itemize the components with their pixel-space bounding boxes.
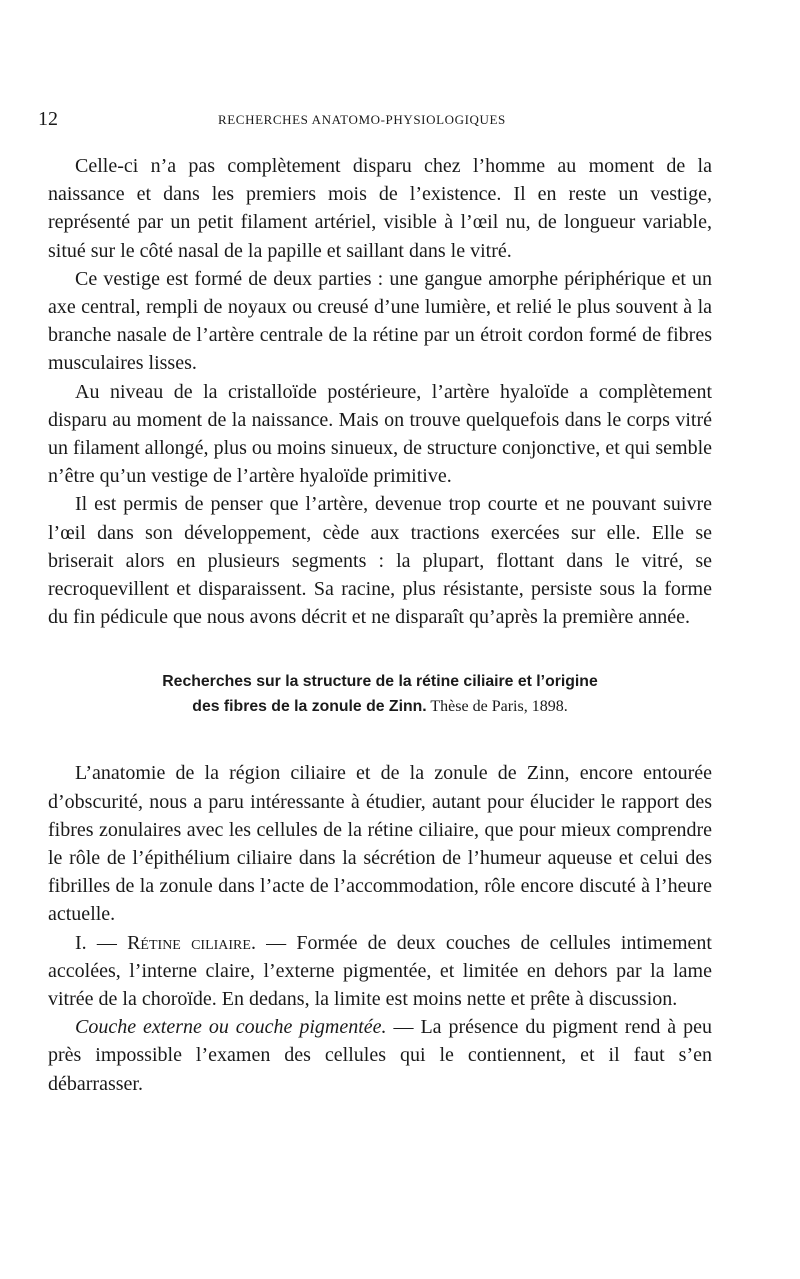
paragraph-vestige-parts: Ce vestige est formé de deux parties : une gangue amorphe périphérique et un axe central, rempli de noyaux ou creusé d’une lumière, et relié le plus souvent à la branche nasale de l’artère centrale de la rétine par un étroit cordon formé de fibres musculaires lisses. [48, 267, 712, 375]
paragraph-retine-ciliaire [48, 929, 712, 1014]
paragraph-couche-pigmentee [48, 1013, 712, 1098]
page-header [38, 108, 712, 130]
paragraph-vestige-intro: Celle-ci n’a pas complètement disparu chez l’homme au moment de la naissance et dans les premiers mois de l’existence. Il en reste un vestige, représenté par un petit filament artériel, visible à l’œil nu, de longueur variable, situé sur le côté nasal de la papille et saillant dans le vitré. [48, 155, 712, 262]
section-title [48, 669, 712, 719]
retine-lead: I. — [75, 931, 128, 954]
paragraph-artere: Il est permis de penser que l’artère, devenue trop courte et ne pouvant suivre l’œil dans son développement, cède aux tractions exercées sur elle. Elle se briserait alors en plusieurs segments : la plupart, flottant dans le vitré, se recroquevillent et disparaissent. Sa racine, plus résistante, persiste sous la forme du fin pédicule que nous avons décrit et ne disparaît qu’après la première année. [48, 493, 712, 629]
running-head: RECHERCHES ANATOMO-PHYSIOLOGIQUES [218, 112, 506, 127]
couche-heading: Couche externe ou couche pigmentée. [75, 1016, 387, 1039]
section-title-line1: Recherches sur la structure de la rétine ciliaire et l’origine [162, 673, 598, 691]
section-title-line2 [48, 694, 712, 719]
couche-text: — La présence du pigment rend à peu près impossible l’examen des cellules qui le contiennent, et il faut s’en débarrasser. [48, 1016, 712, 1095]
section-thesis-ref: Thèse de Paris, 1898. [426, 698, 568, 716]
retine-heading: Rétine ciliaire. [127, 931, 256, 954]
page-number: 12 [38, 108, 58, 130]
paragraph-cristalloide: Au niveau de la cristalloïde postérieure, l’artère hyaloïde a complètement disparu au moment de la naissance. Mais on trouve quelquefois dans le corps vitré un filament allongé, plus ou moins sinueux, de structure conjonctive, et qui semble n’être qu’un vestige de l’artère hyaloïde primitive. [48, 380, 712, 488]
retine-text: — Formée de deux couches de cellules intimement accolées, l’interne claire, l’externe pigmentée, et limitée en dehors par la lame vitrée de la choroïde. En dedans, la limite est moins nette et prête à discussion. [48, 931, 712, 1011]
paragraph-anatomie: L’anatomie de la région ciliaire et de la zonule de Zinn, encore entourée d’obscurité, nous a paru intéressante à étudier, autant pour élucider le rapport des fibres zonulaires avec les cellules de la rétine ciliaire, que pour mieux comprendre le rôle de l’épithélium ciliaire dans la sécrétion de l’humeur aqueuse et celui des fibrilles de la zonule dans l’acte de l’accommodation, rôle encore discuté à l’heure actuelle. [48, 762, 712, 926]
book-page [38, 108, 712, 1098]
section-title-bold: des fibres de la zonule de Zinn. [192, 698, 427, 716]
